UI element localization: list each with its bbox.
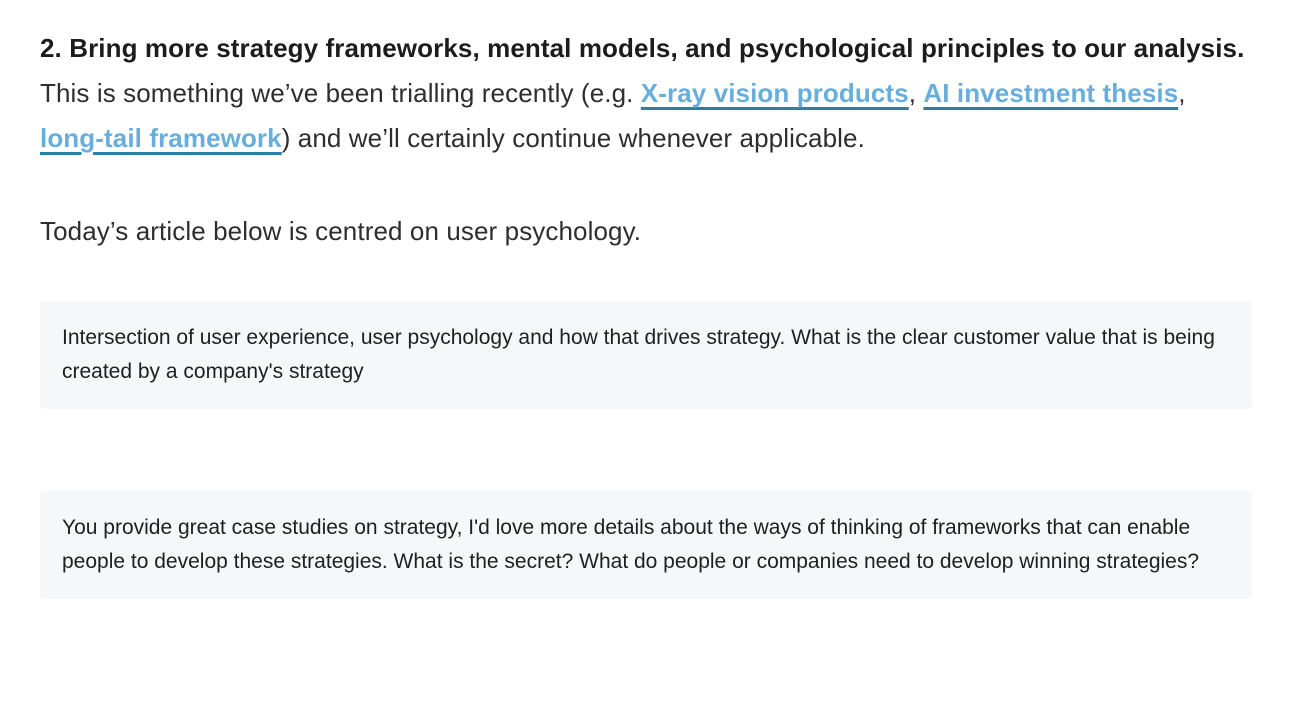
- intro-text-segment: ) and we’ll certainly continue whenever applicable.: [281, 123, 865, 153]
- reader-quote-text: Intersection of user experience, user psychology and how that drives strategy. What is the clear customer value that is being created by a company's strategy: [62, 326, 1215, 383]
- link-long-tail-framework[interactable]: long-tail framework: [40, 123, 282, 153]
- intro-text-separator: ,: [1178, 78, 1186, 108]
- intro-text-separator: ,: [908, 78, 924, 108]
- link-xray-vision-products[interactable]: X-ray vision products: [640, 78, 909, 108]
- reader-quote-block: [40, 301, 1252, 409]
- reader-quote-block: [40, 491, 1252, 599]
- link-ai-investment-thesis[interactable]: AI investment thesis: [923, 78, 1179, 108]
- lead-in-paragraph: Today’s article below is centred on user psychology.: [40, 216, 642, 246]
- intro-bold-lead: 2. Bring more strategy frameworks, mental models, and psychological principles to our analysis.: [40, 33, 1245, 63]
- reader-quote-text: You provide great case studies on strategy, I'd love more details about the ways of thinking of frameworks that can enable people to develop these strategies. What is the secret? What do people or companies need to develop winning strategies?: [62, 516, 1200, 573]
- intro-paragraph: [40, 26, 1252, 161]
- intro-text-segment: This is something we’ve been trialling recently (e.g.: [40, 78, 641, 108]
